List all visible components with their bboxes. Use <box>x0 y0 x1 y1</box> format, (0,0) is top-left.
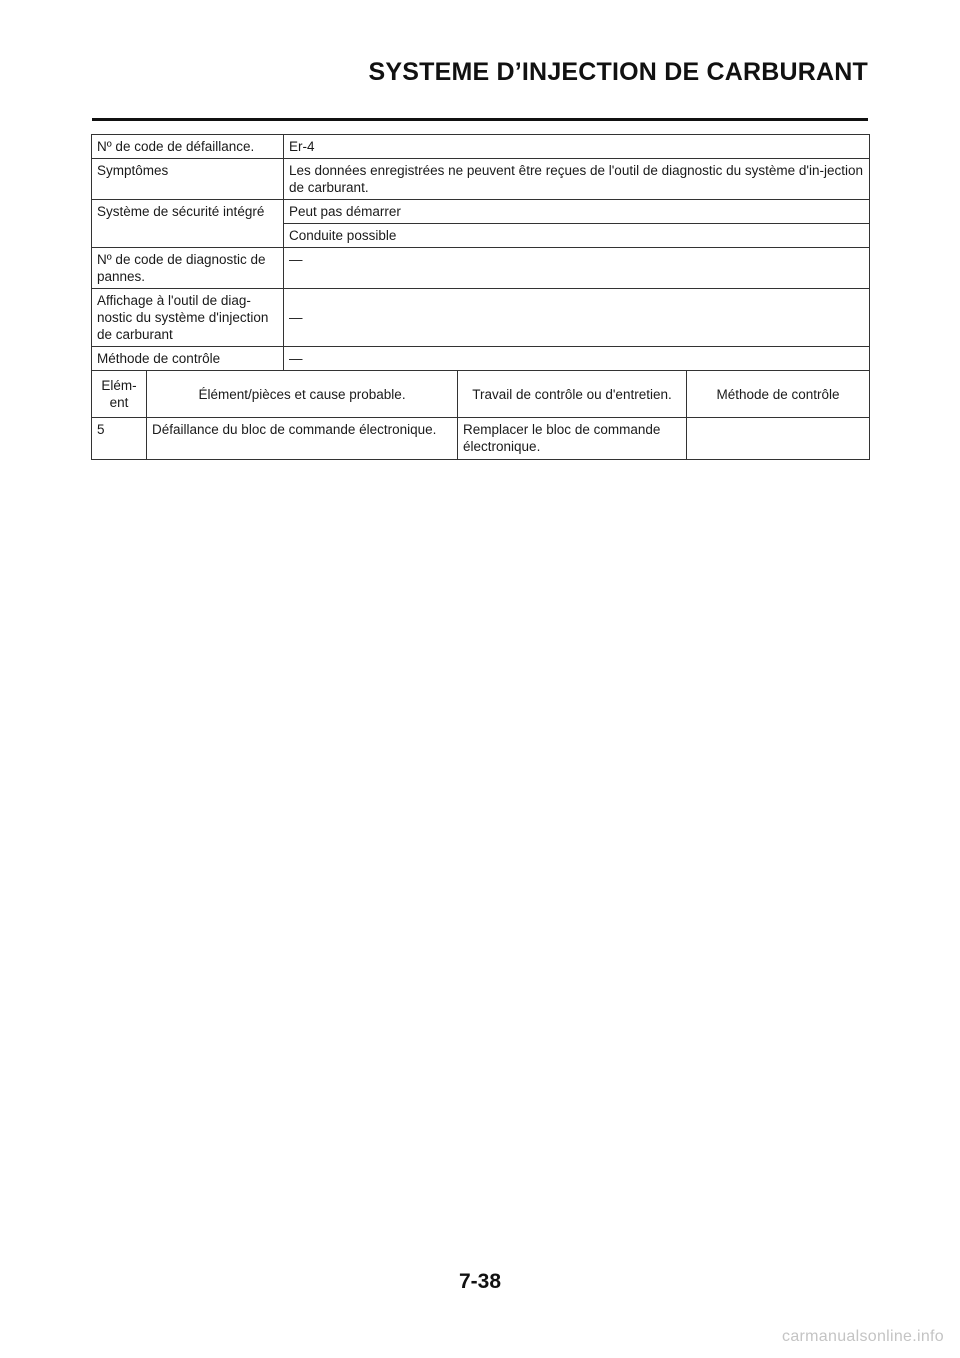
diag-code-label: Nº de code de diagnostic de pannes. <box>92 248 284 289</box>
diagnostic-table <box>91 134 870 460</box>
table-row-diag-code <box>92 248 870 289</box>
watermark: carmanualsonline.info <box>782 1328 944 1345</box>
row-item: 5 <box>92 418 147 460</box>
check-method-value: — <box>284 347 870 371</box>
check-method-label: Méthode de contrôle <box>92 347 284 371</box>
safety-value-2: Conduite possible <box>284 224 870 248</box>
column-header-work: Travail de contrôle ou d'entretien. <box>458 371 687 418</box>
display-value: — <box>284 289 870 347</box>
row-work: Remplacer le bloc de commande électronique. <box>458 418 687 460</box>
display-label: Affichage à l'outil de diag-nostic du système d'injection de carburant <box>92 289 284 347</box>
safety-label: Système de sécurité intégré <box>92 200 284 248</box>
table-header-row <box>92 371 870 418</box>
table-row-code <box>92 135 870 159</box>
table-row-display <box>92 289 870 347</box>
row-cause: Défaillance du bloc de commande électronique. <box>147 418 458 460</box>
column-header-item: Elém-ent <box>92 371 147 418</box>
row-method <box>687 418 870 460</box>
table-row-symptoms <box>92 159 870 200</box>
page-number: 7-38 <box>458 1270 502 1293</box>
header-rule <box>92 118 868 121</box>
code-label: Nº de code de défaillance. <box>92 135 284 159</box>
table-row-safety-1 <box>92 200 870 224</box>
symptoms-value: Les données enregistrées ne peuvent être reçues de l'outil de diagnostic du système d'in-jection de carburant. <box>284 159 870 200</box>
page-title: SYSTEME D’INJECTION DE CARBURANT <box>368 58 868 86</box>
safety-value-1: Peut pas démarrer <box>284 200 870 224</box>
symptoms-label: Symptômes <box>92 159 284 200</box>
column-header-cause: Élément/pièces et cause probable. <box>147 371 458 418</box>
column-header-method: Méthode de contrôle <box>687 371 870 418</box>
table-row-check-method <box>92 347 870 371</box>
code-value: Er-4 <box>284 135 870 159</box>
diag-code-value: — <box>284 248 870 289</box>
table-row <box>92 418 870 460</box>
